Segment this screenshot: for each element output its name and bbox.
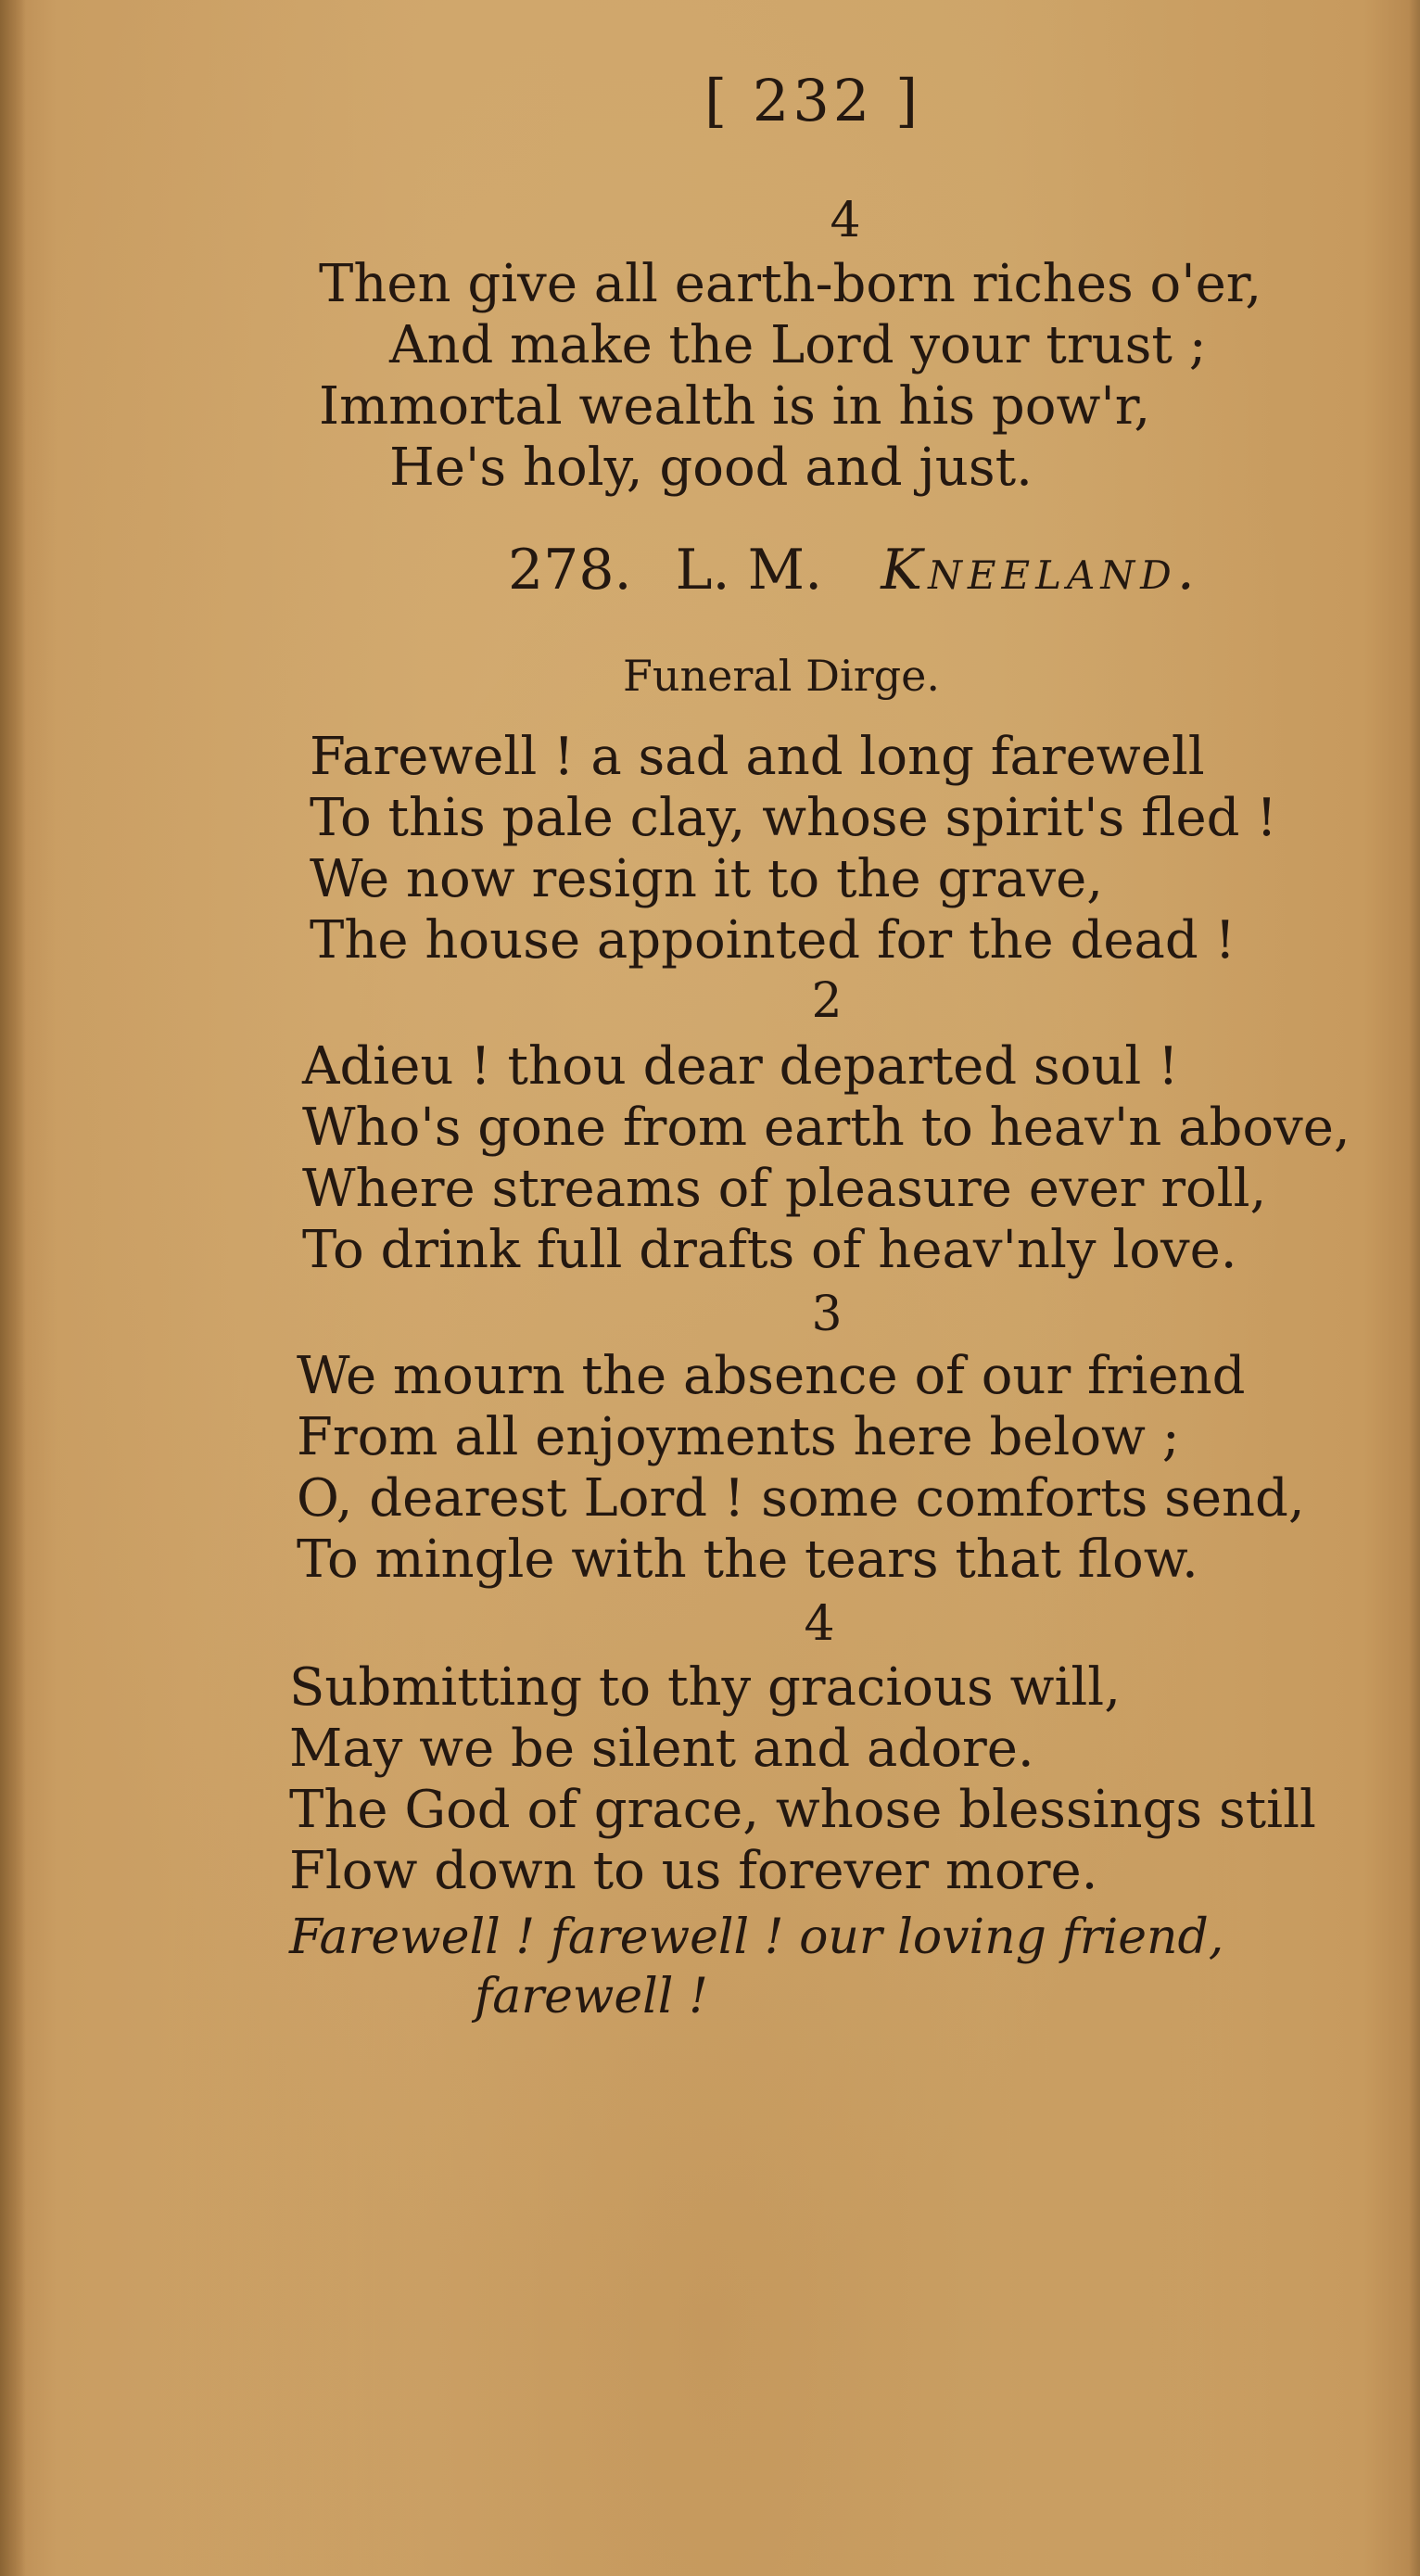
verse-line: May we be silent and adore. [289, 1719, 1034, 1779]
verse-line: Farewell ! a sad and long farewell [310, 727, 1205, 787]
verse-line: Adieu ! thou dear departed soul ! [302, 1036, 1179, 1097]
verse-2 [302, 1036, 1350, 1281]
verse-line: Then give all earth-born riches o'er, [319, 254, 1262, 314]
chorus [289, 1908, 1223, 2026]
verse-number: 2 [811, 973, 843, 1029]
verse-line: To drink full drafts of heav'nly love. [302, 1220, 1237, 1280]
verse-line: And make the Lord your trust ; [389, 315, 1207, 375]
verse-line: Submitting to thy gracious will, [289, 1657, 1122, 1718]
verse-line: Immortal wealth is in his pow'r, [319, 376, 1151, 437]
verse-number: 4 [804, 1596, 835, 1652]
page-number: [ 232 ] [704, 67, 922, 134]
verse-number: 3 [811, 1287, 843, 1342]
verse-line: To mingle with the tears that flow. [297, 1529, 1198, 1590]
page-spine-shadow [0, 0, 26, 2576]
hymn-subtitle: Funeral Dirge. [623, 651, 941, 701]
verse-4 [289, 1657, 1316, 1902]
verse-line: O, dearest Lord ! some comforts send, [297, 1468, 1305, 1529]
verse-line: From all enjoyments here below ; [297, 1407, 1180, 1467]
verse-prev-4 [319, 254, 1262, 499]
verse-line: To this pale clay, whose spirit's fled ! [310, 788, 1277, 848]
verse-line: We now resign it to the grave, [310, 849, 1104, 909]
verse-line: He's holy, good and just. [389, 438, 1033, 498]
hymn-heading [508, 538, 1200, 603]
verse-line: The God of grace, whose blessings still [289, 1780, 1316, 1840]
verse-line: The house appointed for the dead ! [310, 910, 1236, 971]
verse-number: 4 [830, 193, 861, 248]
hymn-tune: Kneeland. [881, 538, 1200, 603]
verse-line: Where streams of pleasure ever roll, [302, 1159, 1267, 1219]
hymn-meter: L. M. [675, 538, 823, 603]
chorus-line: farewell ! [475, 1969, 708, 2024]
page-edge-shadow [1409, 0, 1420, 2576]
hymn-number: 278. [508, 538, 632, 603]
verse-1 [310, 727, 1277, 971]
verse-line: Who's gone from earth to heav'n above, [302, 1098, 1350, 1158]
verse-line: Flow down to us forever more. [289, 1841, 1098, 1901]
chorus-line: Farewell ! farewell ! our loving friend, [289, 1910, 1224, 1965]
verse-line: We mourn the absence of our friend [297, 1346, 1246, 1406]
verse-3 [297, 1346, 1305, 1591]
